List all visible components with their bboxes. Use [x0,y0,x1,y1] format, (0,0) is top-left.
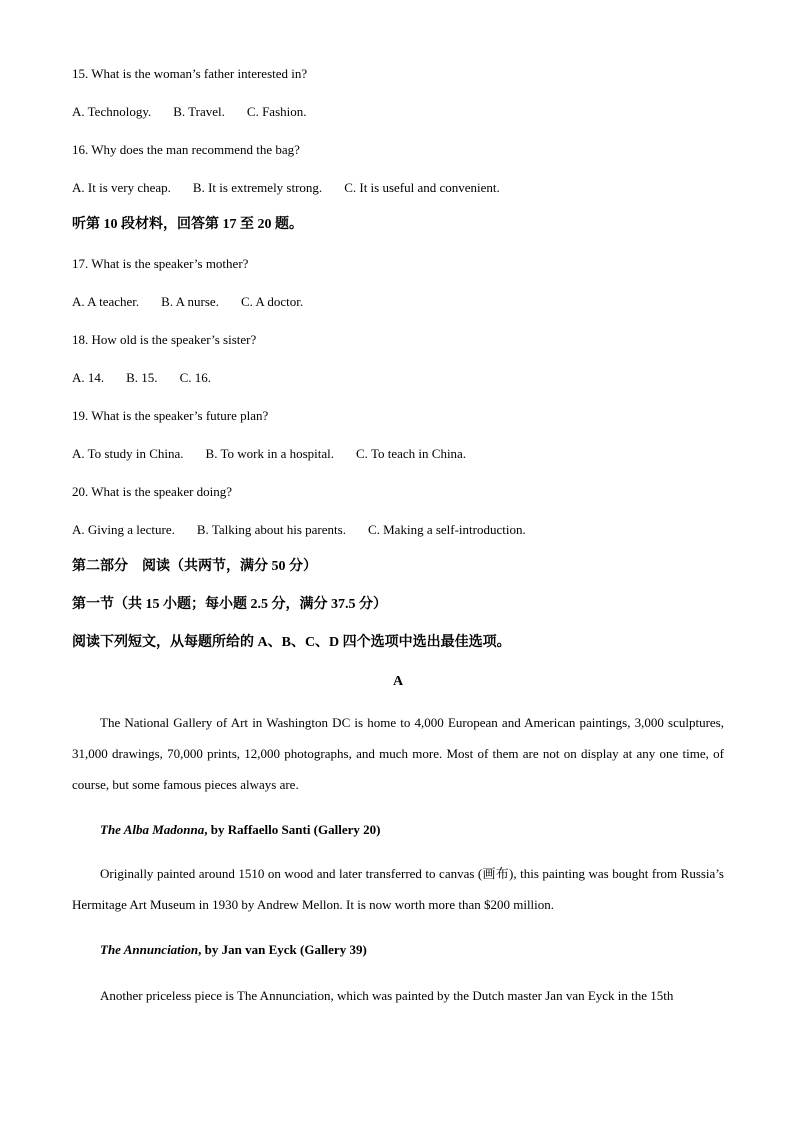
options-19 [72,446,466,462]
section-1-heading: 第一节（共 15 小题；每小题 2.5 分，满分 37.5 分） [72,597,387,612]
option-b: B. It is extremely strong. [192,180,323,195]
annunciation-paragraph: Another priceless piece is The Annunciation, which was painted by the Dutch master Jan van Eyck in the 15th [100,988,674,1003]
option-a: A. To study in China. [72,446,184,461]
option-c: C. Fashion. [246,104,307,119]
reading-instruction: 阅读下列短文，从每题所给的 A、B、C、D 四个选项中选出最佳选项。 [72,635,511,650]
question-17: 17. What is the speaker’s mother? [72,256,249,271]
intro-paragraph: The National Gallery of Art in Washington DC is home to 4,000 European and American paintings, 3,000 sculptures, 31,000 drawings, 70,000 prints, 12,000 photographs, and much more. Most of them are not on display at any one time, of course, but some famous pieces always are. [72,715,724,792]
artwork-byline: , by Raffaello Santi (Gallery 20) [204,822,381,837]
options-17 [72,294,303,310]
question-18: 18. How old is the speaker’s sister? [72,332,257,347]
part-2-heading: 第二部分 阅读（共两节，满分 50 分） [72,559,317,574]
option-a: A. A teacher. [72,294,140,309]
option-c: C. Making a self-introduction. [367,522,526,537]
option-c: C. A doctor. [240,294,304,309]
question-16: 16. Why does the man recommend the bag? [72,142,300,157]
options-15 [72,104,307,120]
option-a: A. Technology. [72,104,152,119]
option-c: C. It is useful and convenient. [344,180,500,195]
option-a: A. Giving a lecture. [72,522,175,537]
artwork-title: The Annunciation [100,942,199,957]
option-b: B. A nurse. [161,294,219,309]
question-19: 19. What is the speaker’s future plan? [72,408,269,423]
passage-label: A [392,674,404,689]
option-b: B. Travel. [173,104,225,119]
option-c: C. To teach in China. [356,446,467,461]
options-16 [72,180,500,196]
artwork-heading-alba [100,822,380,838]
artwork-heading-annunciation [100,942,367,958]
artwork-byline: , by Jan van Eyck (Gallery 39) [198,942,367,957]
alba-paragraph: Originally painted around 1510 on wood and later transferred to canvas (画布), this painting was bought from Russia’s Hermitage Art Museum in 1930 by Andrew Mellon. It is now worth more than $200 million. [72,866,724,912]
option-c: C. 16. [179,370,211,385]
section-10-heading: 听第 10 段材料，回答第 17 至 20 题。 [72,217,303,232]
options-18 [72,370,211,386]
option-b: B. Talking about his parents. [196,522,346,537]
option-a: A. It is very cheap. [72,180,171,195]
option-b: B. 15. [126,370,158,385]
option-b: B. To work in a hospital. [205,446,335,461]
question-20: 20. What is the speaker doing? [72,484,233,499]
option-a: A. 14. [72,370,105,385]
question-15: 15. What is the woman’s father interested in? [72,66,308,81]
options-20 [72,522,526,538]
artwork-title: The Alba Madonna [100,822,205,837]
